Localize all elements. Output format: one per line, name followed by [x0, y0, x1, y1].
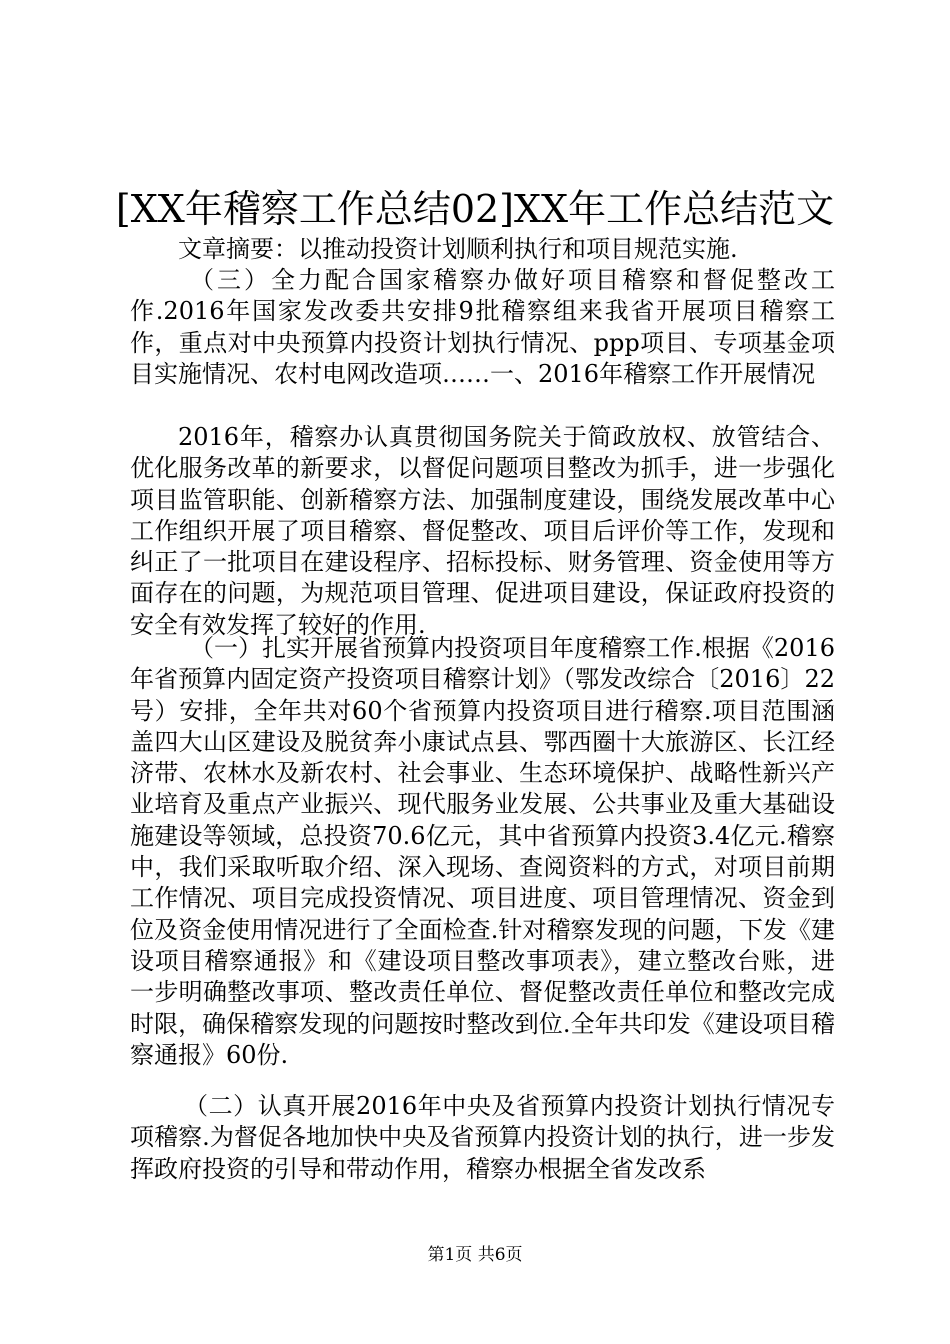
paragraph-3: （一）扎实开展省预算内投资项目年度稽察工作.根据《2016年省预算内固定资产投资项目稽察计划》（鄂发改综合〔2016〕22号）安排，全年共对60个省预算内投资项目进行稽察.项目范围涵盖四大山区建设及脱贫奔小康试点县、鄂西圈十大旅游区、长江经济带、农林水及新农村、社会事业、生态环境保护、战略性新兴产业培育及重点产业振兴、现代服务业发展、公共事业及重大基础设施建设等领域，总投资70.6亿元，其中省预算内投资3.4亿元.稽察中，我们采取听取介绍、深入现场、查阅资料的方式，对项目前期工作情况、项目完成投资情况、项目进度、项目管理情况、资金到位及资金使用情况进行了全面检查.针对稽察发现的问题，下发《建设项目稽察通报》和《建设项目整改事项表》，建立整改台账，进一步明确整改事项、整改责任单位、督促整改责任单位和整改完成时限，确保稽察发现的问题按时整改到位.全年共印发《建设项目稽察通报》60份. — [130, 634, 835, 1069]
paragraph-2: 2016年，稽察办认真贯彻国务院关于简政放权、放管结合、优化服务改革的新要求，以督促问题项目整改为抓手，进一步强化项目监管职能、创新稽察方法、加强制度建设，围绕发展改革中心工作组织开展了项目稽察、督促整改、项目后评价等工作，发现和纠正了一批项目在建设程序、招标投标、财务管理、资金使用等方面存在的问题，为规范项目管理、促进项目建设，保证政府投资的安全有效发挥了较好的作用. — [130, 423, 835, 639]
page-title: [XX年稽察工作总结02]XX年工作总结范文 — [115, 187, 835, 231]
paragraph-1: （三）全力配合国家稽察办做好项目稽察和督促整改工作.2016年国家发改委共安排9批稽察组来我省开展项目稽察工作，重点对中央预算内投资计划执行情况、ppp项目、专项基金项目实施情况、农村电网改造项……一、2016年稽察工作开展情况 — [130, 266, 835, 388]
abstract-line: 文章摘要：以推动投资计划顺利执行和项目规范实施. — [178, 235, 738, 263]
page-number-footer: 第1页 共6页 — [427, 1245, 523, 1265]
paragraph-4: （二）认真开展2016年中央及省预算内投资计划执行情况专项稽察.为督促各地加快中央及省预算内投资计划的执行，进一步发挥政府投资的引导和带动作用，稽察办根据全省发改系 — [130, 1092, 835, 1183]
